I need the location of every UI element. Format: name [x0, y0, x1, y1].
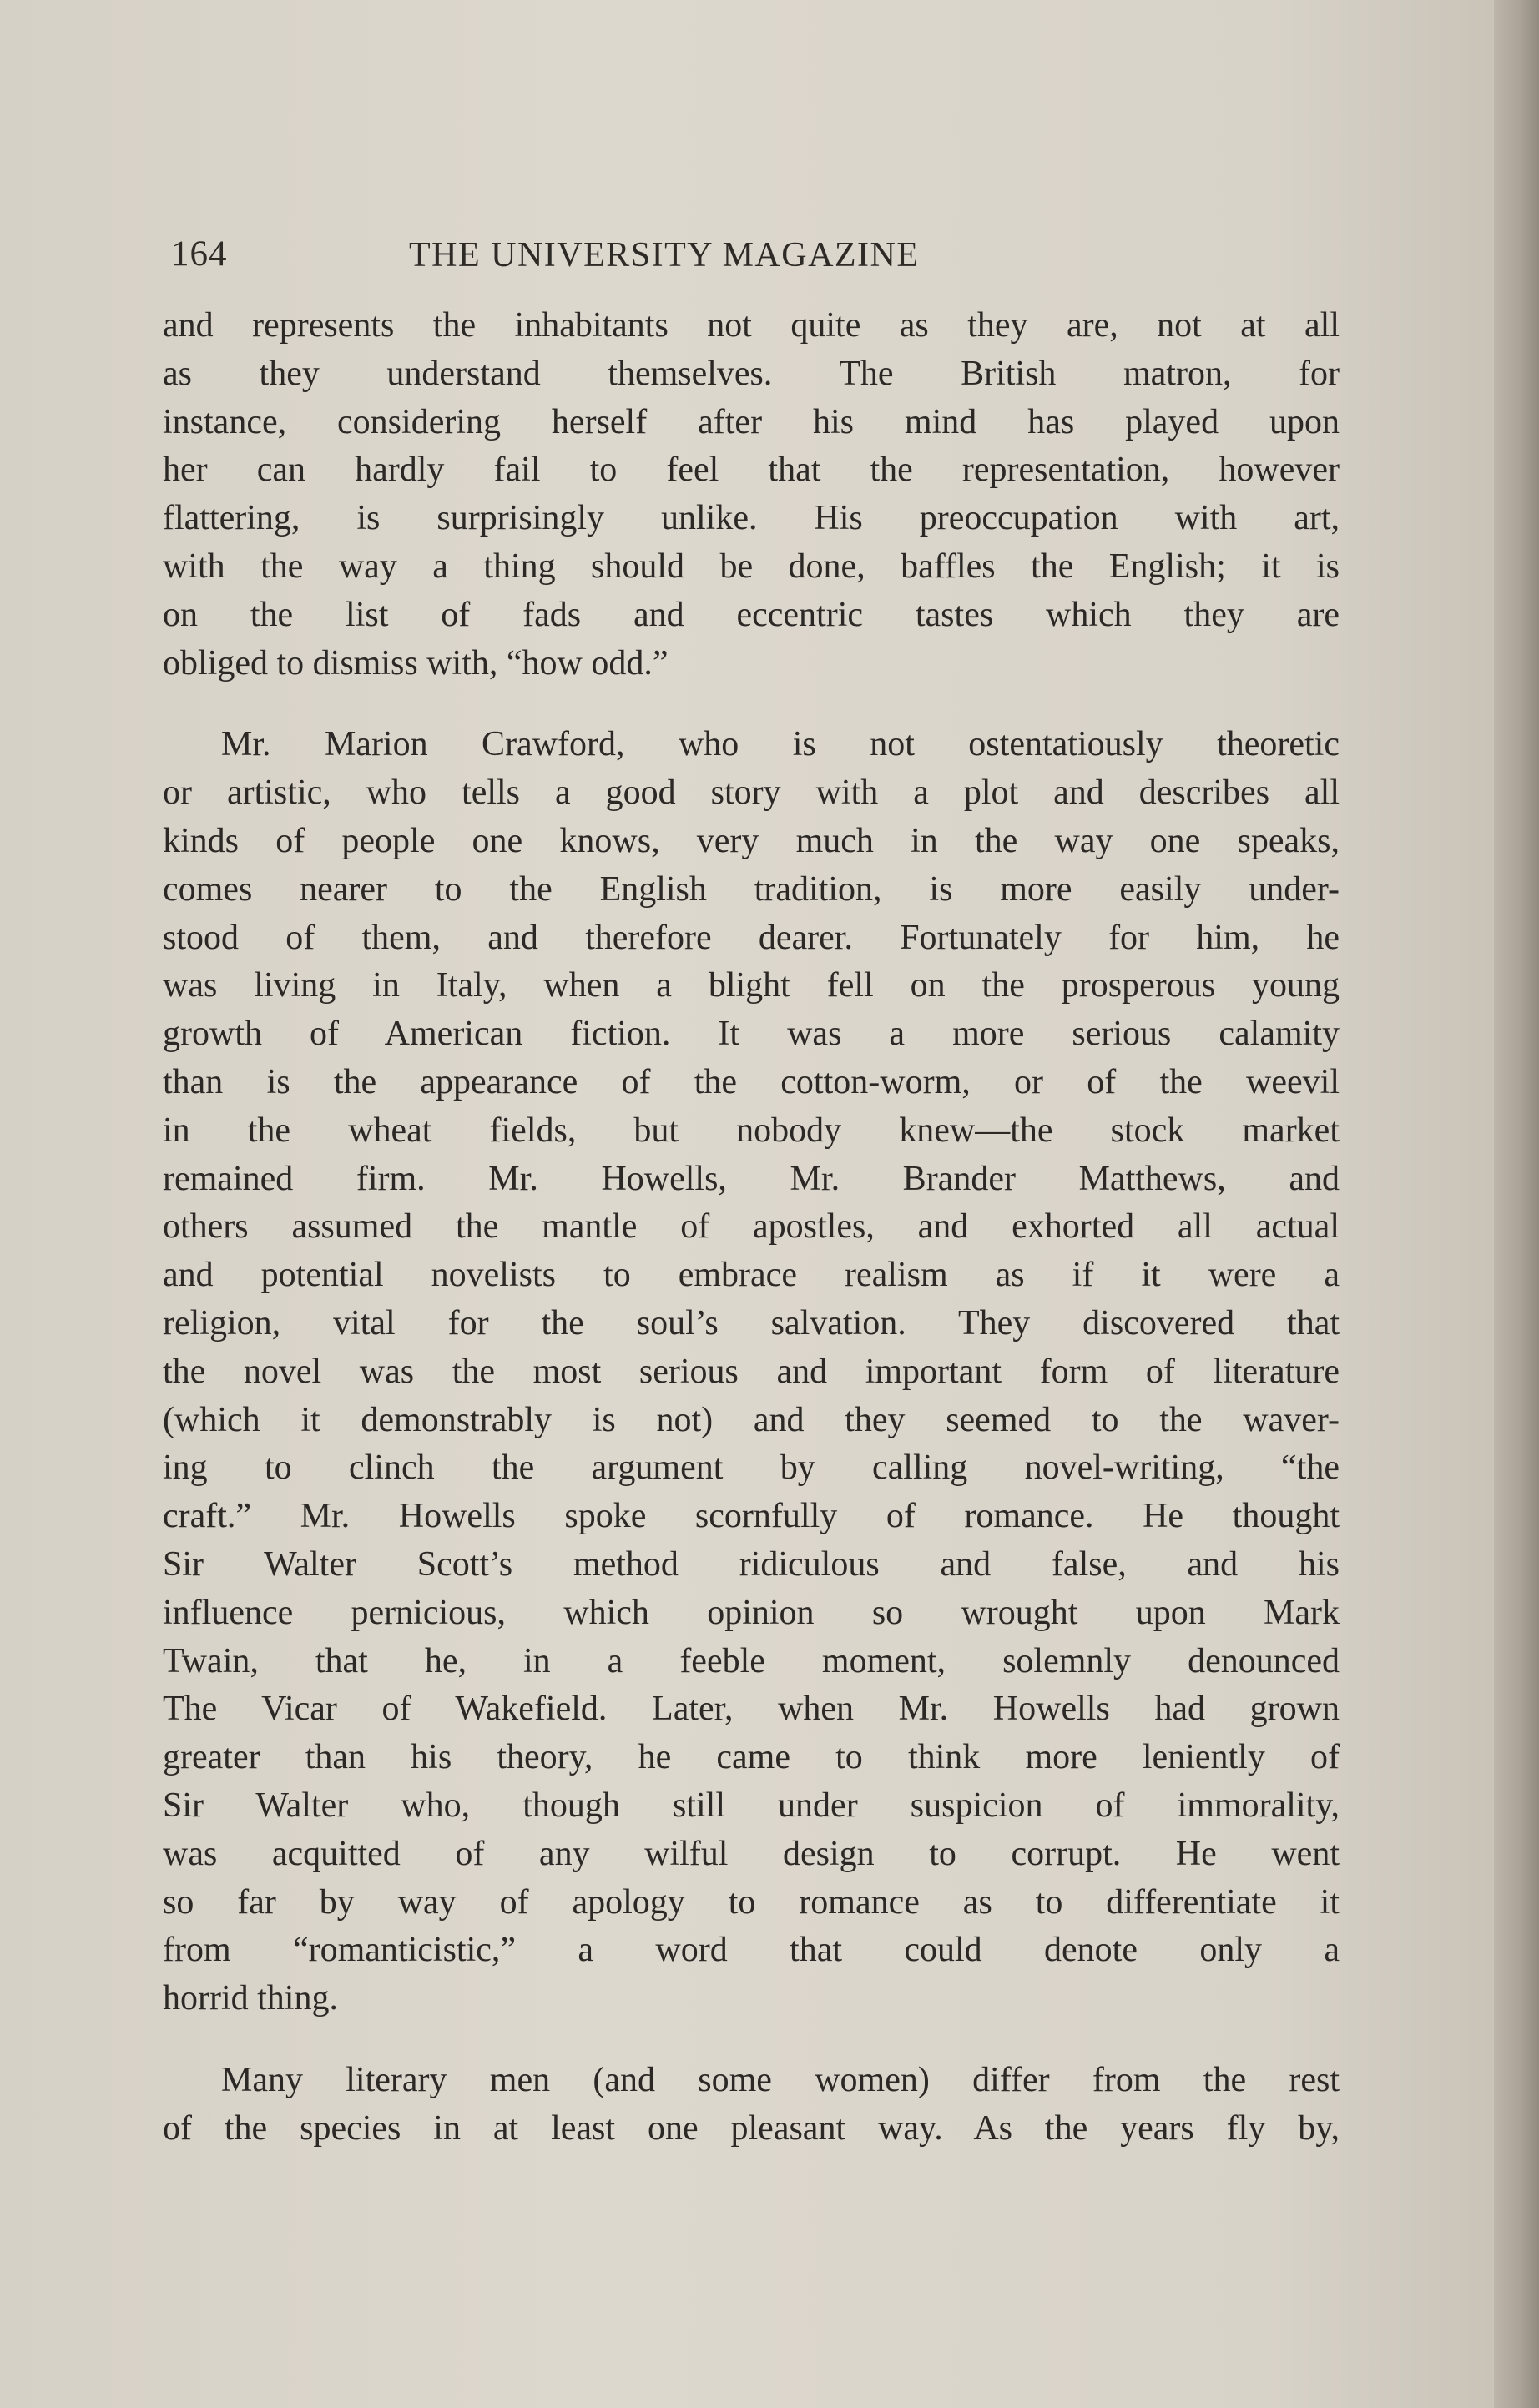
text-line: was acquitted of any wilful design to corrupt. He went — [163, 1834, 1340, 1873]
text-line: remained firm. Mr. Howells, Mr. Brander Matthews, and — [163, 1159, 1340, 1198]
text-line: in the wheat fields, but nobody knew—the stock market — [163, 1111, 1340, 1150]
body-text — [163, 302, 1340, 2153]
text-line: Sir Walter Scott’s method ridiculous and false, and his — [163, 1544, 1340, 1584]
text-line: on the list of fads and eccentric tastes which they are — [163, 595, 1340, 634]
text-line: (which it demonstrably is not) and they seemed to the waver- — [163, 1400, 1340, 1439]
text-line: Sir Walter who, though still under suspicion of immorality, — [163, 1786, 1340, 1825]
text-line: flattering, is surprisingly unlike. His preoccupation with art, — [163, 499, 1340, 538]
text-line: or artistic, who tells a good story with a plot and describes all — [163, 773, 1340, 813]
paragraph-gap — [163, 688, 1340, 721]
text-line: obliged to dismiss with, “how odd.” — [163, 643, 669, 683]
text-line: than is the appearance of the cotton-worm, or of the weevil — [163, 1062, 1340, 1101]
running-head — [171, 234, 1335, 284]
text-line: and represents the inhabitants not quite as they are, not at all — [163, 306, 1340, 345]
text-line: the novel was the most serious and important form of literature — [163, 1352, 1340, 1391]
text-line: influence pernicious, which opinion so wrought upon Mark — [163, 1593, 1340, 1632]
text-line: ing to clinch the argument by calling novel-writing, “the — [163, 1448, 1340, 1488]
text-line: was living in Italy, when a blight fell on the prosperous young — [163, 966, 1340, 1005]
text-line: growth of American fiction. It was a more serious calamity — [163, 1015, 1340, 1054]
text-line: of the species in at least one pleasant way. As the years fly by, — [163, 2108, 1340, 2148]
text-line: Mr. Marion Crawford, who is not ostentatiously theoretic — [221, 725, 1340, 764]
text-line: craft.” Mr. Howells spoke scornfully of romance. He thought — [163, 1497, 1340, 1536]
text-line: religion, vital for the soul’s salvation. They discovered that — [163, 1303, 1340, 1343]
text-line: her can hardly fail to feel that the representation, however — [163, 451, 1340, 490]
text-line: from “romanticistic,” a word that could denote only a — [163, 1931, 1340, 1970]
text-line: kinds of people one knows, very much in the way one speaks, — [163, 821, 1340, 860]
book-spine-edge — [1494, 0, 1539, 2408]
journal-title: THE UNIVERSITY MAGAZINE — [409, 236, 920, 275]
text-line: The Vicar of Wakefield. Later, when Mr. Howells had grown — [163, 1690, 1340, 1729]
text-line: comes nearer to the English tradition, is more easily under- — [163, 869, 1340, 909]
text-line: and potential novelists to embrace realism as if it were a — [163, 1256, 1340, 1295]
text-line: so far by way of apology to romance as to differentiate it — [163, 1882, 1340, 1922]
text-line: Twain, that he, in a feeble moment, solemnly denounced — [163, 1641, 1340, 1680]
page-number: 164 — [171, 234, 228, 274]
text-line: Many literary men (and some women) differ from the rest — [221, 2060, 1340, 2099]
text-line: others assumed the mantle of apostles, and exhorted all actual — [163, 1207, 1340, 1247]
paragraph-gap — [163, 2023, 1340, 2057]
text-line: as they understand themselves. The British matron, for — [163, 354, 1340, 393]
text-line: horrid thing. — [163, 1979, 338, 2018]
text-line: with the way a thing should be done, baffles the English; it is — [163, 547, 1340, 586]
text-line: stood of them, and therefore dearer. Fortunately for him, he — [163, 918, 1340, 957]
text-line: greater than his theory, he came to think more leniently of — [163, 1738, 1340, 1777]
text-line: instance, considering herself after his mind has played upon — [163, 402, 1340, 441]
